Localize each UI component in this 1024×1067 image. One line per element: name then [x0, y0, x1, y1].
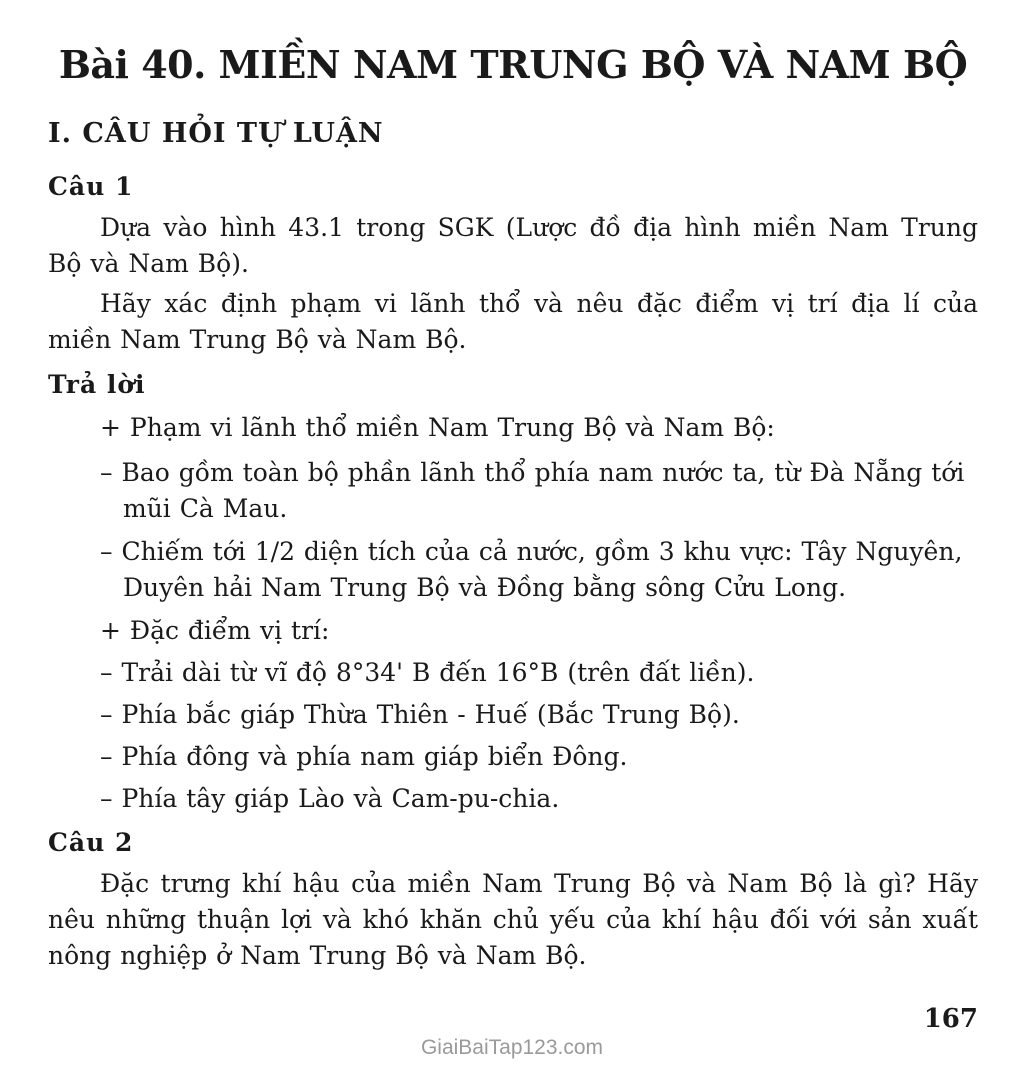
- answer-item: – Chiếm tới 1/2 diện tích của cả nước, gồm 3 khu vực: Tây Nguyên, Duyên hải Nam Trung Bộ và Đồng bằng sông Cửu Long.: [100, 537, 963, 602]
- question-1-paragraph: Dựa vào hình 43.1 trong SGK (Lược đồ địa hình miền Nam Trung Bộ và Nam Bộ).: [48, 213, 978, 278]
- answer-item: – Trải dài từ vĩ độ 8°34' B đến 16°B (trên đất liền).: [100, 658, 755, 687]
- section-heading: I. CÂU HỎI TỰ LUẬN: [48, 118, 384, 149]
- answer-item: – Phía đông và phía nam giáp biển Đông.: [100, 742, 628, 771]
- answer-item: + Phạm vi lãnh thổ miền Nam Trung Bộ và Nam Bộ:: [100, 413, 775, 442]
- question-2-paragraph: Đặc trưng khí hậu của miền Nam Trung Bộ và Nam Bộ là gì? Hãy nêu những thuận lợi và khó khăn chủ yếu của khí hậu đối với sản xuất nông nghiệp ở Nam Trung Bộ và Nam Bộ.: [48, 869, 978, 970]
- question-2-label: Câu 2: [48, 828, 134, 857]
- document-page: [48, 0, 978, 1067]
- lesson-title: Bài 40. MIỀN NAM TRUNG BỘ VÀ NAM BỘ: [58, 42, 968, 87]
- answer-item: – Phía tây giáp Lào và Cam-pu-chia.: [100, 784, 560, 813]
- answer-item: – Phía bắc giáp Thừa Thiên - Huế (Bắc Trung Bộ).: [100, 700, 740, 729]
- question-1-paragraph: Hãy xác định phạm vi lãnh thổ và nêu đặc điểm vị trí địa lí của miền Nam Trung Bộ và Nam Bộ.: [48, 289, 978, 354]
- question-1-label: Câu 1: [48, 172, 134, 201]
- answer-item: – Bao gồm toàn bộ phần lãnh thổ phía nam nước ta, từ Đà Nẵng tới mũi Cà Mau.: [100, 458, 965, 523]
- page-number: 167: [923, 1004, 978, 1034]
- watermark: GiaiBaiTap123.com: [420, 1036, 604, 1059]
- answer-1-label: Trả lời: [48, 370, 146, 399]
- answer-item: + Đặc điểm vị trí:: [100, 616, 330, 645]
